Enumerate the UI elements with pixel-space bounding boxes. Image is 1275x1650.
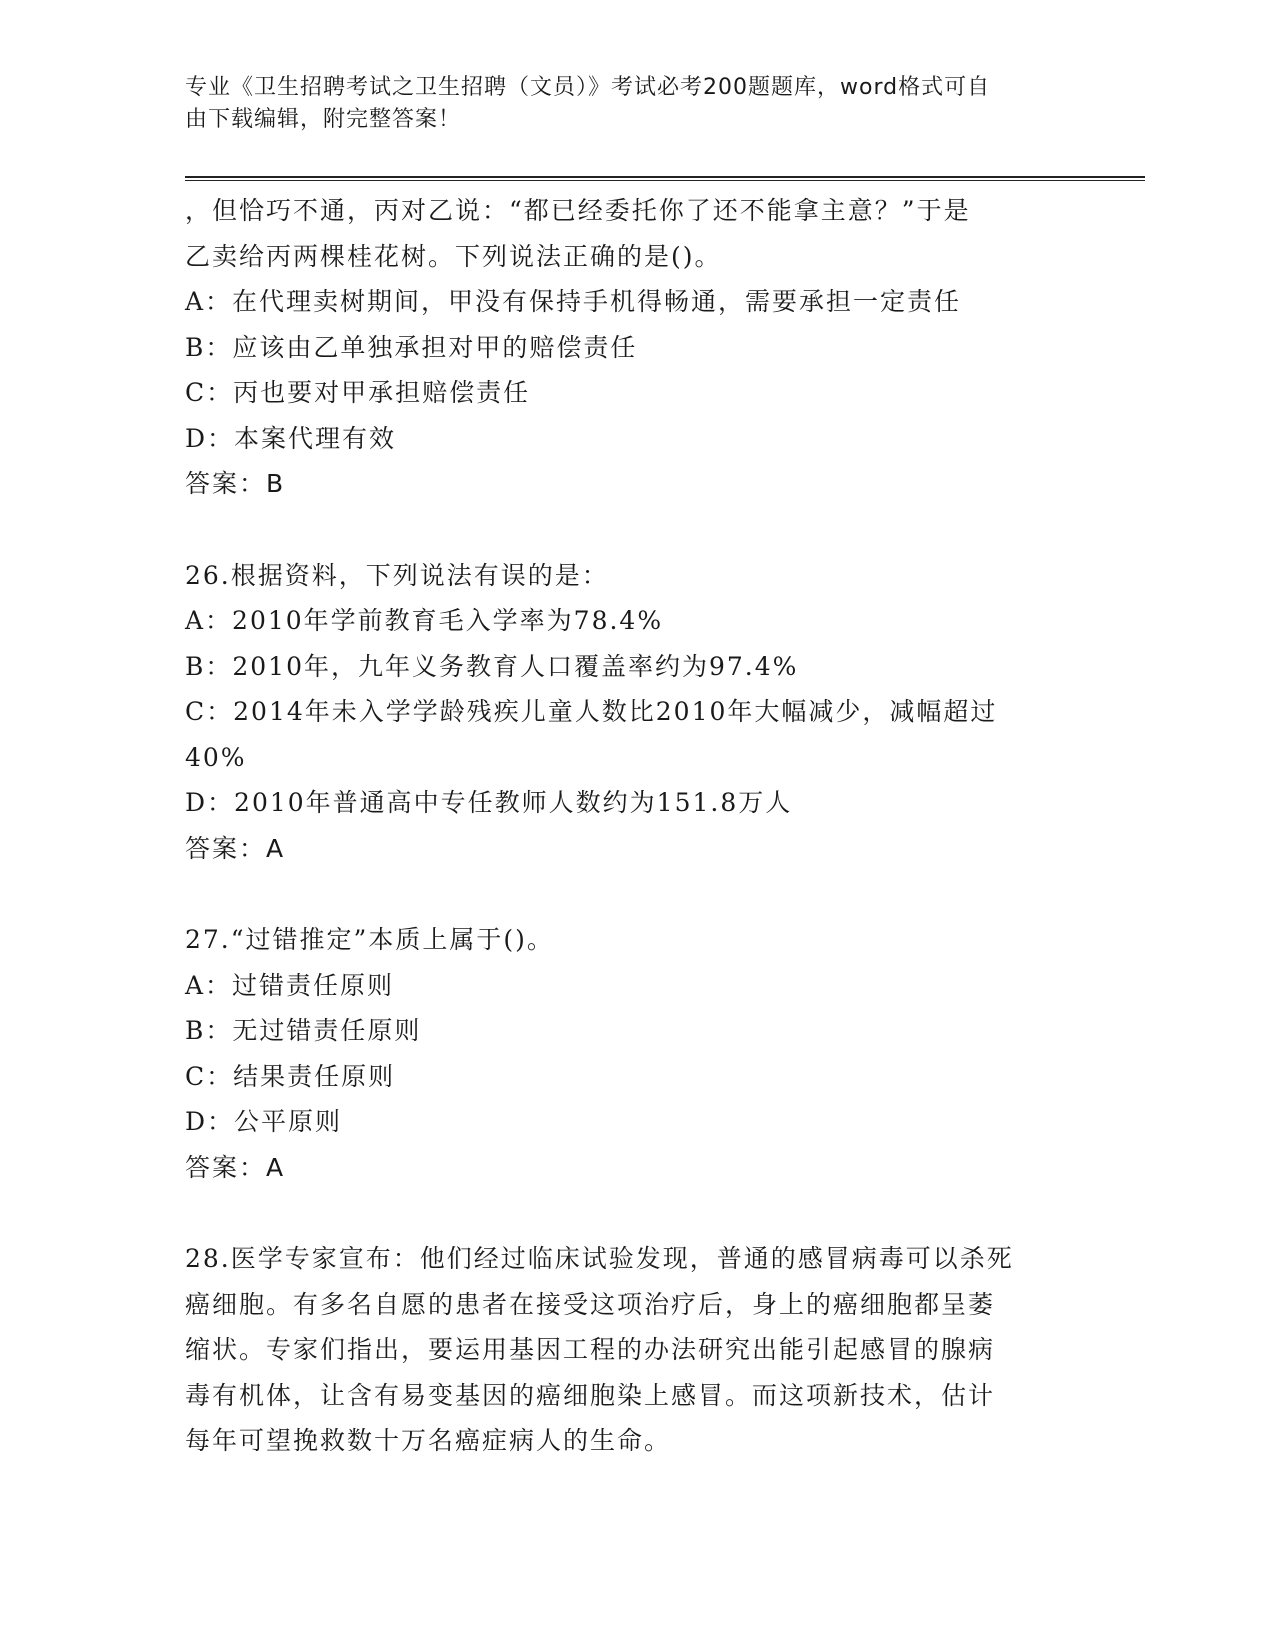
question-stem: 26.根据资料，下列说法有误的是： xyxy=(185,560,609,590)
option-a: A：过错责任原则 xyxy=(185,970,395,1000)
question-25 xyxy=(185,188,1085,507)
question-stem-line: 每年可望挽救数十万名癌症病人的生命。 xyxy=(185,1426,672,1455)
option-b: B：2010年，九年义务教育人口覆盖率约为97.4% xyxy=(185,651,799,681)
option-a: A：2010年学前教育毛入学率为78.4% xyxy=(185,606,664,635)
question-list xyxy=(185,188,1085,1464)
question-27 xyxy=(185,917,1085,1190)
header-line-1: 专业《卫生招聘考试之卫生招聘（文员）》考试必考200题题库，word格式可自 xyxy=(185,75,991,100)
question-stem-line: 乙卖给丙两棵桂花树。下列说法正确的是()。 xyxy=(185,241,722,271)
option-c: C：丙也要对甲承担赔偿责任 xyxy=(185,378,531,407)
option-a: A：在代理卖树期间，甲没有保持手机得畅通，需要承担一定责任 xyxy=(185,287,962,316)
spacer xyxy=(185,507,1085,553)
question-stem-line: 缩状。专家们指出，要运用基因工程的办法研究出能引起感冒的腺病 xyxy=(185,1335,996,1364)
question-stem-line: 28.医学专家宣布：他们经过临床试验发现，普通的感冒病毒可以杀死 xyxy=(185,1244,1014,1273)
answer: 答案：A xyxy=(185,833,286,863)
question-28 xyxy=(185,1236,1085,1464)
question-stem: 27.“过错推定”本质上属于()。 xyxy=(185,925,554,954)
header-divider xyxy=(185,176,1145,181)
spacer xyxy=(185,871,1085,917)
spacer xyxy=(185,1190,1085,1236)
option-c-continued: 40% xyxy=(185,742,247,772)
option-d: D：本案代理有效 xyxy=(185,423,397,453)
option-b: B：应该由乙单独承担对甲的赔偿责任 xyxy=(185,332,638,362)
option-c: C：结果责任原则 xyxy=(185,1061,396,1091)
question-stem-line: 毒有机体，让含有易变基因的癌细胞染上感冒。而这项新技术，估计 xyxy=(185,1380,996,1410)
option-d: D：2010年普通高中专任教师人数约为151.8万人 xyxy=(185,788,793,817)
answer: 答案：A xyxy=(185,1152,286,1182)
document-header xyxy=(185,72,1065,136)
option-b: B：无过错责任原则 xyxy=(185,1016,422,1045)
header-line-2: 由下载编辑，附完整答案！ xyxy=(185,107,462,132)
question-stem-line: ，但恰巧不通，丙对乙说：“都已经委托你了还不能拿主意？”于是 xyxy=(185,196,971,225)
question-stem-line: 癌细胞。有多名自愿的患者在接受这项治疗后，身上的癌细胞都呈萎 xyxy=(185,1289,996,1319)
option-c: C：2014年未入学学龄残疾儿童人数比2010年大幅减少，减幅超过 xyxy=(185,697,998,726)
option-d: D：公平原则 xyxy=(185,1107,343,1136)
question-26 xyxy=(185,553,1085,872)
answer: 答案：B xyxy=(185,469,286,498)
